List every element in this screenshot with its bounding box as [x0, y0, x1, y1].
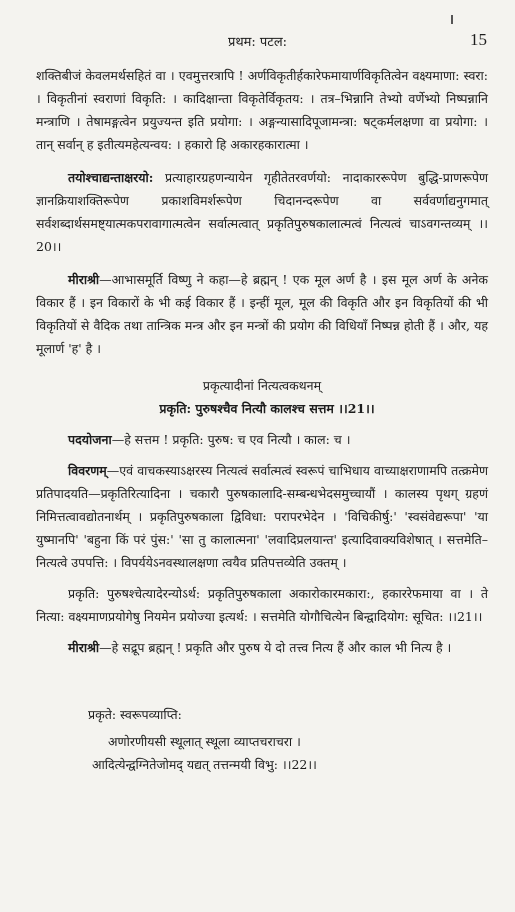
hindi-translation: [36, 636, 488, 659]
verse-21: [36, 397, 488, 420]
hindi-translation: [36, 268, 488, 360]
paragraph-label: विवरणम्: [68, 463, 107, 478]
page-header: [0, 30, 515, 52]
commentary-text: प्रत्याहारग्रहणन्यायेन गृहीतेतरवर्णयो: नादाकाररूपेण बुद्धि-प्राणरूपेण ज्ञानक्रियाशक्तिरूपेण प्रकाशविमर्शरूपेण चिदानन्दरूपेण वा सर्ववर्णाद्यनुगमात् सर्वशब्दार्थसमष्ट्यात्मकपरावागात्मत्वेन सर्वात्मत्वात् प्रकृतिपुरुषकालात्मत्वं नित्यत्वं चाऽवगन्तव्यम् ।।20।।: [36, 170, 488, 254]
paragraph-label: पदयोजना: [68, 432, 112, 447]
page-number: 15: [470, 30, 487, 49]
paragraph-label: मीराश्री: [68, 272, 100, 287]
print-mark: [451, 15, 453, 24]
commentary-paragraph: [36, 166, 488, 258]
translation-text: —आभासमूर्ति विष्णु ने कहा—हे ब्रह्मन् ! एक मूल अर्ण है । इस मूल अर्ण के अनेक विकार हैं । इन विकारों के भी कई विकार हैं । इन्हीं मूल, मूल की विकृति और इन विकृतियों की भी विकृतियों से वैदिक तथा तान्त्रिक मन्त्र और इन मन्त्रों की प्रयोग की विधियाँ निष्पन्न होती हैं । और, यह मूलार्ण 'ह' है ।: [36, 272, 488, 356]
commentary-text: प्रकृति: पुरुषश्चेत्यादेरन्योऽर्थ: प्रकृतिपुरुषकाला अकारोकारमकारा:, हकाररेफमाया वा । ते नित्या: वक्ष्यमाणप्रयोगेषु नियमेन प्रयोज्या इत्यर्थ: । सत्तमेति योगौचित्येन बिन्द्वादियोग: सूचित: ।।21।।: [36, 586, 488, 624]
paragraph-label: मीराश्री: [68, 640, 100, 655]
verse-intro: प्रकृते: स्वरूपव्याप्ति:: [88, 707, 182, 722]
verse-22-line-1: अणोरणीयसी स्थूलात् स्थूला व्याप्तचराचरा ।: [108, 734, 301, 749]
paragraph-label: तयोश्चाद्यन्ताक्षरयो:: [68, 170, 154, 185]
verse-22-line-2: आदित्येन्द्वग्नितेजोमद् यद्यत् तत्तन्मयी विभु: ।।22।।: [92, 757, 317, 772]
padayojana-text: —हे सत्तम ! प्रकृति: पुरुष: च एव नित्यौ । काल: च ।: [111, 432, 351, 447]
chapter-title: प्रथम: पटल:: [227, 35, 288, 50]
padayojana-paragraph: [36, 428, 488, 451]
commentary-text: शक्तिबीजं केवलमर्थसहितं वा । एवमुत्तरत्रापि ! अर्णविकृतीर्हकारेफमायार्णविकृतित्वेन वक्ष्यमाणा: स्वरा: । विकृतीनां स्वराणां विकृति: । कादिक्षान्ता विकृतेर्विकृतय: । तत्र–भिन्नानि तेभ्यो वर्णेभ्यो निष्पन्नानि मन्त्राणि । तेषामङ्गत्वेन प्रयुज्यन्त इति प्रयोगा: । अङ्गन्यासादिपूजामन्त्रा: षट्कर्मलक्षणा वा प्रयोगा: । तान् सर्वान् ह इतीत्यमहेत्यन्वय: । हकारो हि अकारहकारात्मा ।: [36, 68, 488, 152]
page-body: [36, 64, 488, 776]
commentary-paragraph: [36, 64, 488, 156]
vivarana-text: —एवं वाचकस्याऽक्षरस्य नित्यत्वं सर्वात्मत्वं स्वरूपं चाभिधाय वाच्याक्षराणामपि तत्क्रमेण प्रतिपादयति—प्रकृतिरित्यादिना । चकारौ पुरुषकालादि-सम्बन्धभेदसमुच्चायौं । कालस्य पृथग् ग्रहणं निमित्तत्वावद्योतनार्थम् । प्रकृतिपुरुषकाला द्विविधा: परापरभेदेन । 'विचिकीर्षु:' 'स्वसंवेद्यरूपा' 'या युष्मानपि' 'बहुना किं परं पुंस:' 'सा तु कालात्मना' 'लवादिप्रलयान्त' इत्यादिवाक्यविशेषात् । सत्तमेति–नित्यत्वे उपपत्ति: । विपर्ययेऽनवस्थालक्षणा त्वयैव प्रतिपत्तव्येति उक्तम् ।: [36, 463, 488, 570]
commentary-paragraph: [36, 582, 488, 628]
section-heading: प्रकृत्यादीनां नित्यत्वकथनम्: [202, 378, 322, 393]
verse-text: प्रकृति: पुरुषश्चैव नित्यौ कालश्च सत्तम ।।21।।: [159, 401, 375, 416]
translation-text: —हे सद्रूप ब्रह्मन् ! प्रकृति और पुरुष ये दो तत्त्व नित्य हैं और काल भी नित्य है ।: [99, 640, 452, 655]
vivarana-paragraph: [36, 459, 488, 574]
